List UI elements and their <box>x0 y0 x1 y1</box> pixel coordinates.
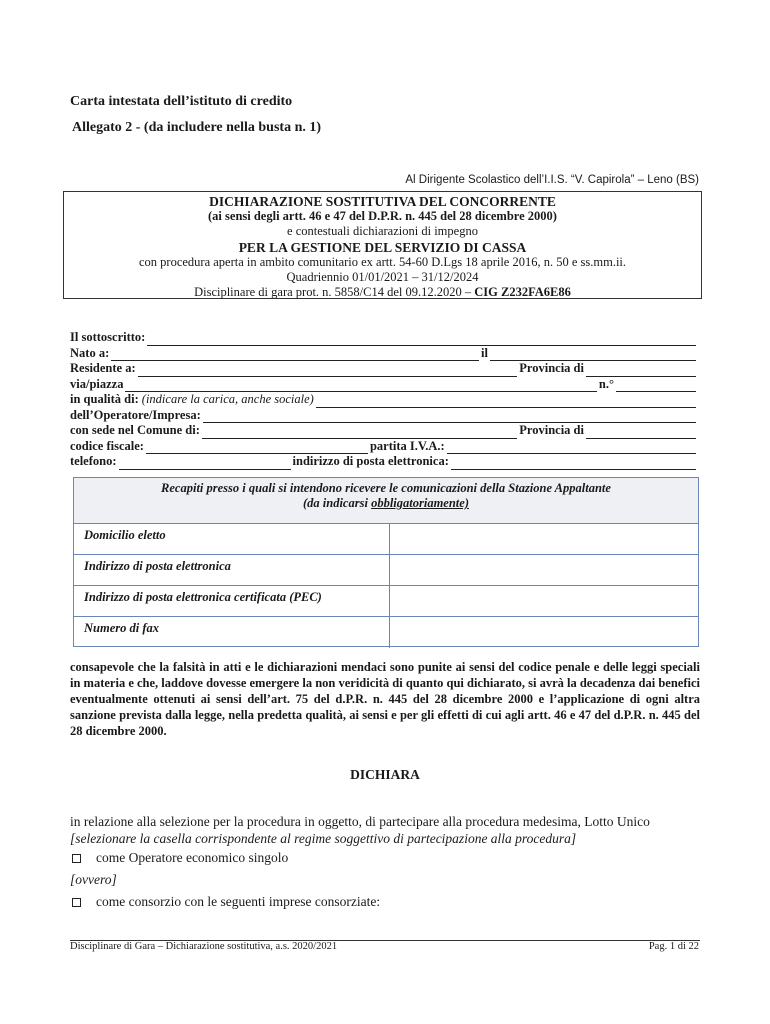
row-sede <box>70 423 698 439</box>
field-residente[interactable] <box>138 364 518 377</box>
label-cf: codice fiscale: <box>70 438 144 453</box>
row-operatore <box>70 408 698 424</box>
personal-data-form <box>70 330 698 470</box>
recapiti-value-fax[interactable] <box>390 617 698 648</box>
title-line-2: (ai sensi degli artt. 46 e 47 del D.P.R. n. 445 del 28 dicembre 2000) <box>208 209 557 224</box>
label-operatore: dell’Operatore/Impresa: <box>70 407 201 422</box>
option-consorzio[interactable] <box>70 894 380 910</box>
field-data-nascita[interactable] <box>490 348 696 361</box>
recapiti-label: Indirizzo di posta elettronica <box>74 555 390 585</box>
field-nato[interactable] <box>111 348 479 361</box>
row-nato <box>70 346 698 362</box>
label-qualita: in qualità di: <box>70 392 139 406</box>
attachment-label: Allegato 2 - (da includere nella busta n. 1) <box>72 120 322 135</box>
footer-document-title: Disciplinare di Gara – Dichiarazione sostitutiva, a.s. 2020/2021 <box>70 941 338 952</box>
footer-page-number: Pag. 1 di 22 <box>648 941 699 952</box>
cig-code: CIG Z232FA6E86 <box>474 285 571 300</box>
checkbox-icon[interactable] <box>72 854 81 863</box>
title-line-1: DICHIARAZIONE SOSTITUTIVA DEL CONCORRENTE <box>209 194 556 209</box>
title-line-7 <box>64 285 701 300</box>
label-il: il <box>481 345 488 360</box>
field-qualita[interactable] <box>316 395 696 408</box>
row-residente <box>70 361 698 377</box>
recapiti-label: Indirizzo di posta elettronica certificata (PEC) <box>74 586 390 616</box>
title-line-5: con procedura aperta in ambito comunitario ex artt. 54-60 D.Lgs 18 aprile 2016, n. 50 e ss.mm.ii. <box>138 254 627 269</box>
field-provincia[interactable] <box>586 364 696 377</box>
recapiti-value-email[interactable] <box>390 555 698 585</box>
label-sottoscritto: Il sottoscritto: <box>70 330 146 344</box>
field-operatore[interactable] <box>203 410 696 423</box>
recapiti-row <box>74 555 698 586</box>
field-via[interactable] <box>125 379 596 392</box>
label-provincia: Provincia di <box>519 361 584 375</box>
row-cf <box>70 439 698 455</box>
title-line-3: e contestuali dichiarazioni di impegno <box>287 224 478 239</box>
label-numero: n.° <box>598 376 614 391</box>
recapiti-label: Numero di fax <box>74 617 390 648</box>
field-sottoscritto[interactable] <box>147 333 696 346</box>
instruction-text: [selezionare la casella corrispondente al regime soggettivo di partecipazione alla procedura] <box>70 831 577 846</box>
recapiti-row <box>74 617 698 648</box>
row-via <box>70 377 698 393</box>
recapiti-heading-line1: Recapiti presso i quali si intendono ricevere le comunicazioni della Stazione Appaltante <box>161 481 611 495</box>
recapiti-row <box>74 524 698 555</box>
recapiti-heading-prefix: (da indicarsi <box>303 496 372 510</box>
field-provincia-sede[interactable] <box>586 426 696 439</box>
recapiti-heading-line2 <box>74 496 698 511</box>
label-sede: con sede nel Comune di: <box>70 423 200 437</box>
row-sottoscritto <box>70 330 698 346</box>
label-telefono: telefono: <box>70 454 117 468</box>
disciplinare-ref: Disciplinare di gara prot. n. 5858/C14 del 09.12.2020 – <box>194 285 475 300</box>
hint-qualita: (indicare la carica, anche sociale) <box>141 392 314 406</box>
field-cf[interactable] <box>146 441 368 454</box>
recapiti-label: Domicilio eletto <box>74 524 390 554</box>
row-qualita <box>70 392 698 408</box>
option-consorzio-label: come consorzio con le seguenti imprese consorziate: <box>96 894 381 909</box>
recapiti-table <box>73 477 699 647</box>
recapiti-heading <box>74 478 698 524</box>
field-piva[interactable] <box>447 441 696 454</box>
label-provincia-sede: Provincia di <box>519 423 584 437</box>
label-nato: Nato a: <box>70 345 110 360</box>
option-singolo-label: come Operatore economico singolo <box>96 850 289 865</box>
label-via: via/piazza <box>70 376 124 391</box>
checkbox-icon[interactable] <box>72 898 81 907</box>
declaration-title-box <box>63 191 702 299</box>
recapiti-row <box>74 586 698 617</box>
field-telefono[interactable] <box>119 457 291 470</box>
label-email: indirizzo di posta elettronica: <box>292 454 449 468</box>
field-email[interactable] <box>451 457 696 470</box>
option-singolo[interactable] <box>70 850 288 866</box>
field-sede[interactable] <box>202 426 517 439</box>
intro-text: in relazione alla selezione per la procedura in oggetto, di partecipare alla procedura medesima, Lotto Unico <box>70 814 650 829</box>
recapiti-heading-underlined: obbligatoriamente) <box>371 496 469 510</box>
field-numero[interactable] <box>616 379 696 392</box>
recapiti-value-pec[interactable] <box>390 586 698 616</box>
title-line-6: Quadriennio 01/01/2021 – 31/12/2024 <box>286 270 479 285</box>
recapiti-value-domicilio[interactable] <box>390 524 698 554</box>
label-residente: Residente a: <box>70 361 136 375</box>
title-line-4: PER LA GESTIONE DEL SERVIZIO DI CASSA <box>238 239 527 255</box>
dichiara-heading: DICHIARA <box>350 767 420 782</box>
ovvero-text: [ovvero] <box>70 872 117 887</box>
row-telefono <box>70 454 698 470</box>
letterhead-text: Carta intestata dell’istituto di credito <box>70 94 293 109</box>
recipient-line: Al Dirigente Scolastico dell’I.I.S. “V. Capirola” – Leno (BS) <box>405 174 699 186</box>
intro-paragraph <box>70 813 700 847</box>
consapevole-paragraph: consapevole che la falsità in atti e le dichiarazioni mendaci sono punite ai sensi del codice penale e delle leggi speciali in materia e che, laddove dovesse emergere la non veridicità di quanto qui dichiarato, si avrà la decadenza dai benefici eventualmente ottenuti ai sensi dell’art. 75 del d.P.R. n. 445 del 28 dicembre 2000 e l’applicazione di ogni altra sanzione prevista dalla legge, nella predetta qualità, ai sensi e per gli effetti di cui agli artt. 46 e 47 del d.P.R. n. 445 del 28 dicembre 2000. <box>70 660 700 738</box>
label-piva: partita I.V.A.: <box>369 438 445 453</box>
